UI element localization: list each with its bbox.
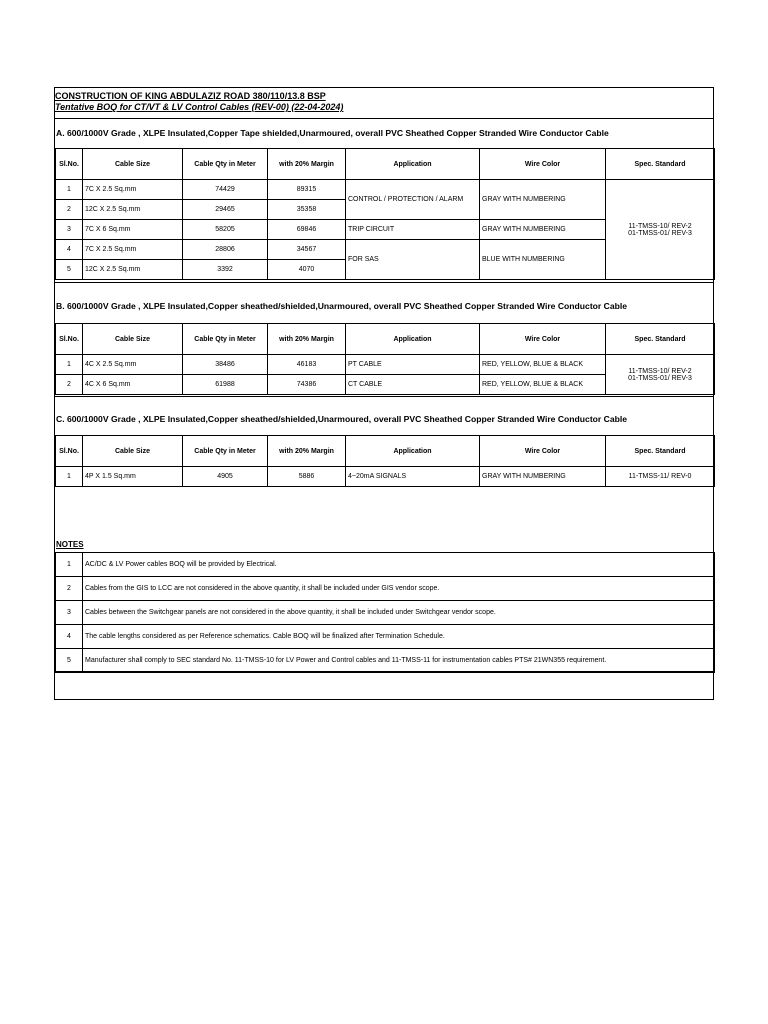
divider (55, 486, 713, 487)
header-margin: with 20% Margin (268, 149, 346, 180)
cell-cable-qty: 3392 (183, 260, 268, 280)
header-cable-size: Cable Size (83, 436, 183, 467)
spec-line: 01-TMSS-01/ REV-3 (628, 374, 692, 382)
cell-slno: 3 (56, 220, 83, 240)
cell-wire-color: GRAY WITH NUMBERING (480, 180, 606, 220)
spec-line: 11-TMSS-10/ REV-2 (628, 367, 692, 375)
header-cable-size: Cable Size (83, 324, 183, 355)
header-margin: with 20% Margin (268, 324, 346, 355)
cell-cable-size: 4P X 1.5 Sq.mm (83, 467, 183, 487)
cell-spec-standard: 11-TMSS-11/ REV-0 (606, 467, 715, 487)
cell-cable-size: 7C X 2.5 Sq.mm (83, 180, 183, 200)
header-slno: Sl.No. (56, 149, 83, 180)
header-application: Application (346, 149, 480, 180)
cell-cable-qty: 4905 (183, 467, 268, 487)
cell-margin: 4070 (268, 260, 346, 280)
cell-slno: 4 (56, 240, 83, 260)
document-title: CONSTRUCTION OF KING ABDULAZIZ ROAD 380/110/13.8 BSP (55, 91, 326, 101)
cell-margin: 5886 (268, 467, 346, 487)
list-item (56, 577, 715, 601)
table-row (56, 467, 715, 487)
cell-margin: 46183 (268, 355, 346, 375)
cell-application: TRIP CIRCUIT (346, 220, 480, 240)
cell-cable-qty: 58205 (183, 220, 268, 240)
header-wire-color: Wire Color (480, 324, 606, 355)
boq-sheet (54, 87, 714, 700)
list-item (56, 649, 715, 673)
section-c-table (55, 435, 715, 487)
divider (55, 671, 713, 672)
cell-cable-size: 7C X 2.5 Sq.mm (83, 240, 183, 260)
cell-cable-qty: 38486 (183, 355, 268, 375)
header-application: Application (346, 436, 480, 467)
section-a-table (55, 148, 715, 280)
cell-cable-qty: 29465 (183, 200, 268, 220)
cell-margin: 89315 (268, 180, 346, 200)
divider (55, 118, 713, 119)
header-cable-qty: Cable Qty in Meter (183, 149, 268, 180)
spec-line: 01-TMSS-01/ REV-3 (628, 229, 692, 237)
cell-cable-qty: 74429 (183, 180, 268, 200)
notes-table (55, 552, 715, 673)
cell-slno: 1 (56, 467, 83, 487)
cell-wire-color: RED, YELLOW, BLUE & BLACK (480, 355, 606, 375)
table-header-row (56, 149, 715, 180)
cell-application: PT CABLE (346, 355, 480, 375)
note-number: 4 (56, 625, 83, 649)
cell-slno: 1 (56, 355, 83, 375)
section-b-title: B. 600/1000V Grade , XLPE Insulated,Copper sheathed/shielded,Unarmoured, overall PVC Sheathed Copper Stranded Wire Conductor Cable (56, 301, 628, 311)
header-wire-color: Wire Color (480, 436, 606, 467)
note-text: The cable lengths considered as per Reference schematics. Cable BOQ will be finalized after Termination Schedule. (83, 625, 715, 649)
cell-application: CT CABLE (346, 375, 480, 395)
cell-slno: 1 (56, 180, 83, 200)
cell-slno: 2 (56, 375, 83, 395)
header-cable-qty: Cable Qty in Meter (183, 324, 268, 355)
cell-spec-standard (606, 355, 715, 395)
spec-line: 11-TMSS-10/ REV-2 (628, 222, 692, 230)
note-text: Manufacturer shall comply to SEC standard No. 11-TMSS-10 for LV Power and Control cables and 11-TMSS-11 for instrumentation cables PTS# 21WN355 requirement. (83, 649, 715, 673)
header-slno: Sl.No. (56, 324, 83, 355)
cell-slno: 2 (56, 200, 83, 220)
cell-slno: 5 (56, 260, 83, 280)
cell-cable-size: 12C X 2.5 Sq.mm (83, 260, 183, 280)
cell-margin: 74386 (268, 375, 346, 395)
header-slno: Sl.No. (56, 436, 83, 467)
header-cable-qty: Cable Qty in Meter (183, 436, 268, 467)
cell-cable-size: 7C X 6 Sq.mm (83, 220, 183, 240)
divider (55, 282, 713, 283)
table-row (56, 355, 715, 375)
note-text: Cables from the GIS to LCC are not considered in the above quantity, it shall be included under GIS vendor scope. (83, 577, 715, 601)
section-a-title: A. 600/1000V Grade , XLPE Insulated,Copper Tape shielded,Unarmoured, overall PVC Sheathed Copper Stranded Wire Conductor Cable (56, 128, 609, 138)
cell-wire-color: GRAY WITH NUMBERING (480, 220, 606, 240)
cell-margin: 34567 (268, 240, 346, 260)
note-number: 3 (56, 601, 83, 625)
cell-cable-qty: 61988 (183, 375, 268, 395)
document-subtitle: Tentative BOQ for CT/VT & LV Control Cables (REV-00) (22-04-2024) (55, 102, 344, 112)
cell-spec-standard (606, 180, 715, 280)
note-text: Cables between the Switchgear panels are not considered in the above quantity, it shall be included under Switchgear vendor scope. (83, 601, 715, 625)
cell-application: CONTROL / PROTECTION / ALARM (346, 180, 480, 220)
table-row (56, 180, 715, 200)
cell-wire-color: RED, YELLOW, BLUE & BLACK (480, 375, 606, 395)
notes-heading: NOTES (56, 540, 84, 549)
cell-cable-size: 12C X 2.5 Sq.mm (83, 200, 183, 220)
header-cable-size: Cable Size (83, 149, 183, 180)
list-item (56, 625, 715, 649)
header-spec-standard: Spec. Standard (606, 436, 715, 467)
list-item (56, 601, 715, 625)
cell-cable-size: 4C X 6 Sq.mm (83, 375, 183, 395)
header-wire-color: Wire Color (480, 149, 606, 180)
divider (55, 396, 713, 397)
cell-cable-qty: 28806 (183, 240, 268, 260)
cell-application: 4~20mA SIGNALS (346, 467, 480, 487)
cell-wire-color: BLUE WITH NUMBERING (480, 240, 606, 280)
section-c-title: C. 600/1000V Grade , XLPE Insulated,Copper sheathed/shielded,Unarmoured, overall PVC Sheathed Copper Stranded Wire Conductor Cable (56, 414, 628, 424)
header-spec-standard: Spec. Standard (606, 149, 715, 180)
cell-wire-color: GRAY WITH NUMBERING (480, 467, 606, 487)
table-header-row (56, 436, 715, 467)
cell-margin: 35358 (268, 200, 346, 220)
note-text: AC/DC & LV Power cables BOQ will be provided by Electrical. (83, 553, 715, 577)
header-application: Application (346, 324, 480, 355)
note-number: 2 (56, 577, 83, 601)
list-item (56, 553, 715, 577)
cell-application: FOR SAS (346, 240, 480, 280)
note-number: 5 (56, 649, 83, 673)
cell-margin: 69846 (268, 220, 346, 240)
header-spec-standard: Spec. Standard (606, 324, 715, 355)
table-header-row (56, 324, 715, 355)
cell-cable-size: 4C X 2.5 Sq.mm (83, 355, 183, 375)
note-number: 1 (56, 553, 83, 577)
section-b-table (55, 323, 715, 395)
header-margin: with 20% Margin (268, 436, 346, 467)
